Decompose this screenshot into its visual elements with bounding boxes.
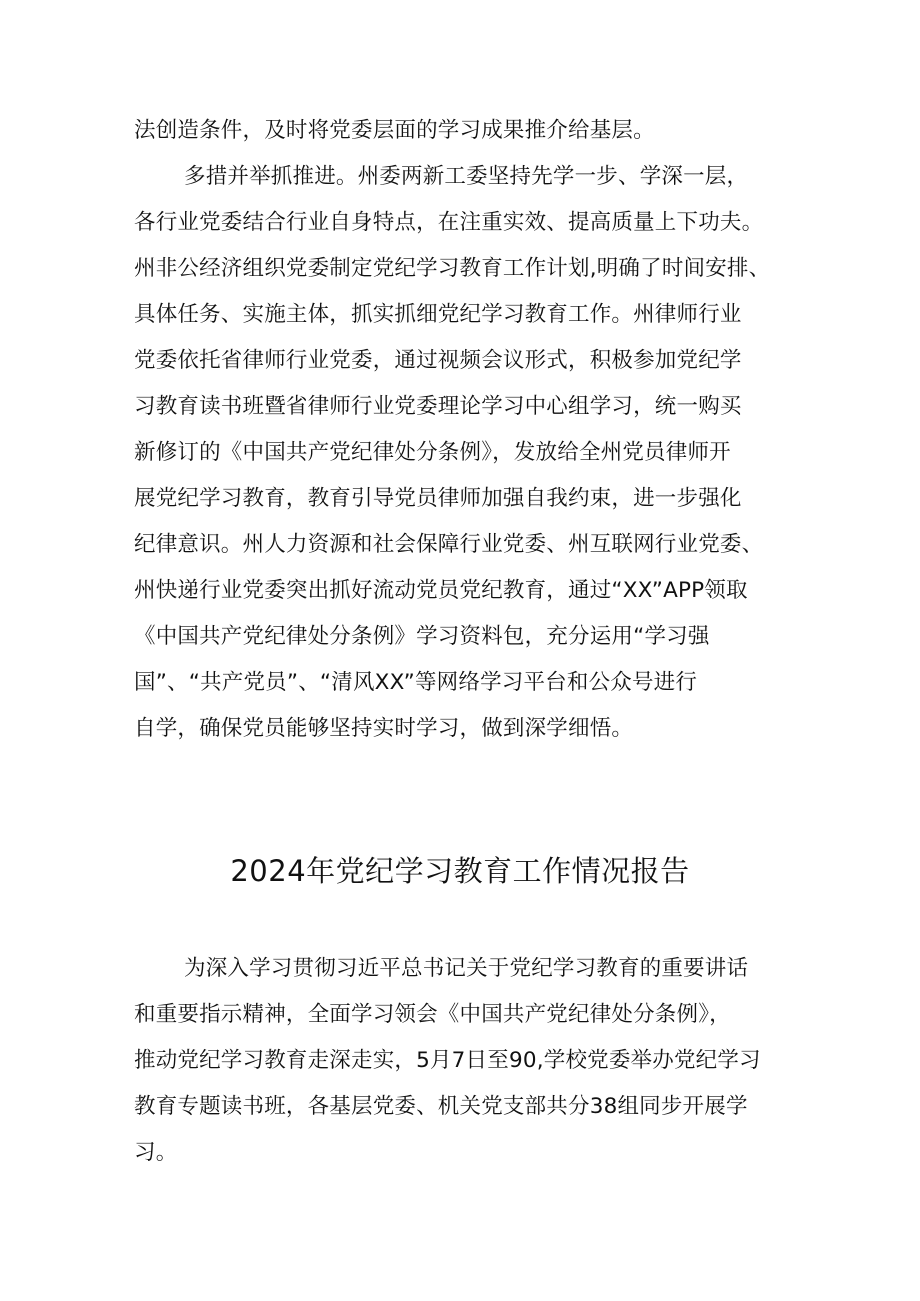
document-title: 2024年党纪学习教育工作情况报告 xyxy=(230,854,690,888)
paragraph-line: 自学，确保党员能够坚持实时学习，做到深学细悟。 xyxy=(134,716,634,741)
paragraph-line: 为深入学习贯彻习近平总书记关于党纪学习教育的重要讲话 xyxy=(184,956,749,981)
body-paragraphs-section1 xyxy=(134,108,802,752)
paragraph-line: 推动党纪学习教育走深走实，5月7日至90,学校党委举办党纪学习 xyxy=(134,1048,761,1073)
paragraph-line: 党委依托省律师行业党委，通过视频会议形式，积极参加党纪学 xyxy=(134,348,742,373)
paragraph-line: 各行业党委结合行业自身特点，在注重实效、提高质量上下功夫。 xyxy=(134,210,764,235)
paragraph-line: 多措并举抓推进。州委两新工委坚持先学一步、学深一层， xyxy=(184,164,749,189)
paragraph-line: 新修订的《中国共产党纪律处分条例》，发放给全州党员律师开 xyxy=(134,440,731,465)
paragraph-line: 国”、“共产党员”、“清风XX”等网络学习平台和公众号进行 xyxy=(134,670,698,695)
paragraph-line: 习教育读书班暨省律师行业党委理论学习中心组学习，统一购买 xyxy=(134,394,742,419)
body-paragraphs-section2 xyxy=(134,946,802,1176)
paragraph-line: 具体任务、实施主体，抓实抓细党纪学习教育工作。州律师行业 xyxy=(134,302,742,327)
paragraph-line: 展党纪学习教育，教育引导党员律师加强自我约束，进一步强化 xyxy=(134,486,742,511)
paragraph-line: 州快递行业党委突出抓好流动党员党纪教育，通过“XX”APP领取 xyxy=(134,578,748,603)
paragraph-line: 纪律意识。州人力资源和社会保障行业党委、州互联网行业党委、 xyxy=(134,532,764,557)
paragraph-line: 《中国共产党纪律处分条例》学习资料包，充分运用“学习强 xyxy=(134,624,710,649)
paragraph-line: 和重要指示精神，全面学习领会《中国共产党纪律处分条例》， xyxy=(134,1002,731,1027)
paragraph-line: 州非公经济组织党委制定党纪学习教育工作计划,明确了时间安排、 xyxy=(134,256,771,281)
paragraph-line: 教育专题读书班，各基层党委、机关党支部共分38组同步开展学 xyxy=(134,1094,748,1119)
paragraph-line: 习。 xyxy=(134,1140,178,1165)
paragraph-line: 法创造条件，及时将党委层面的学习成果推介给基层。 xyxy=(134,118,655,143)
